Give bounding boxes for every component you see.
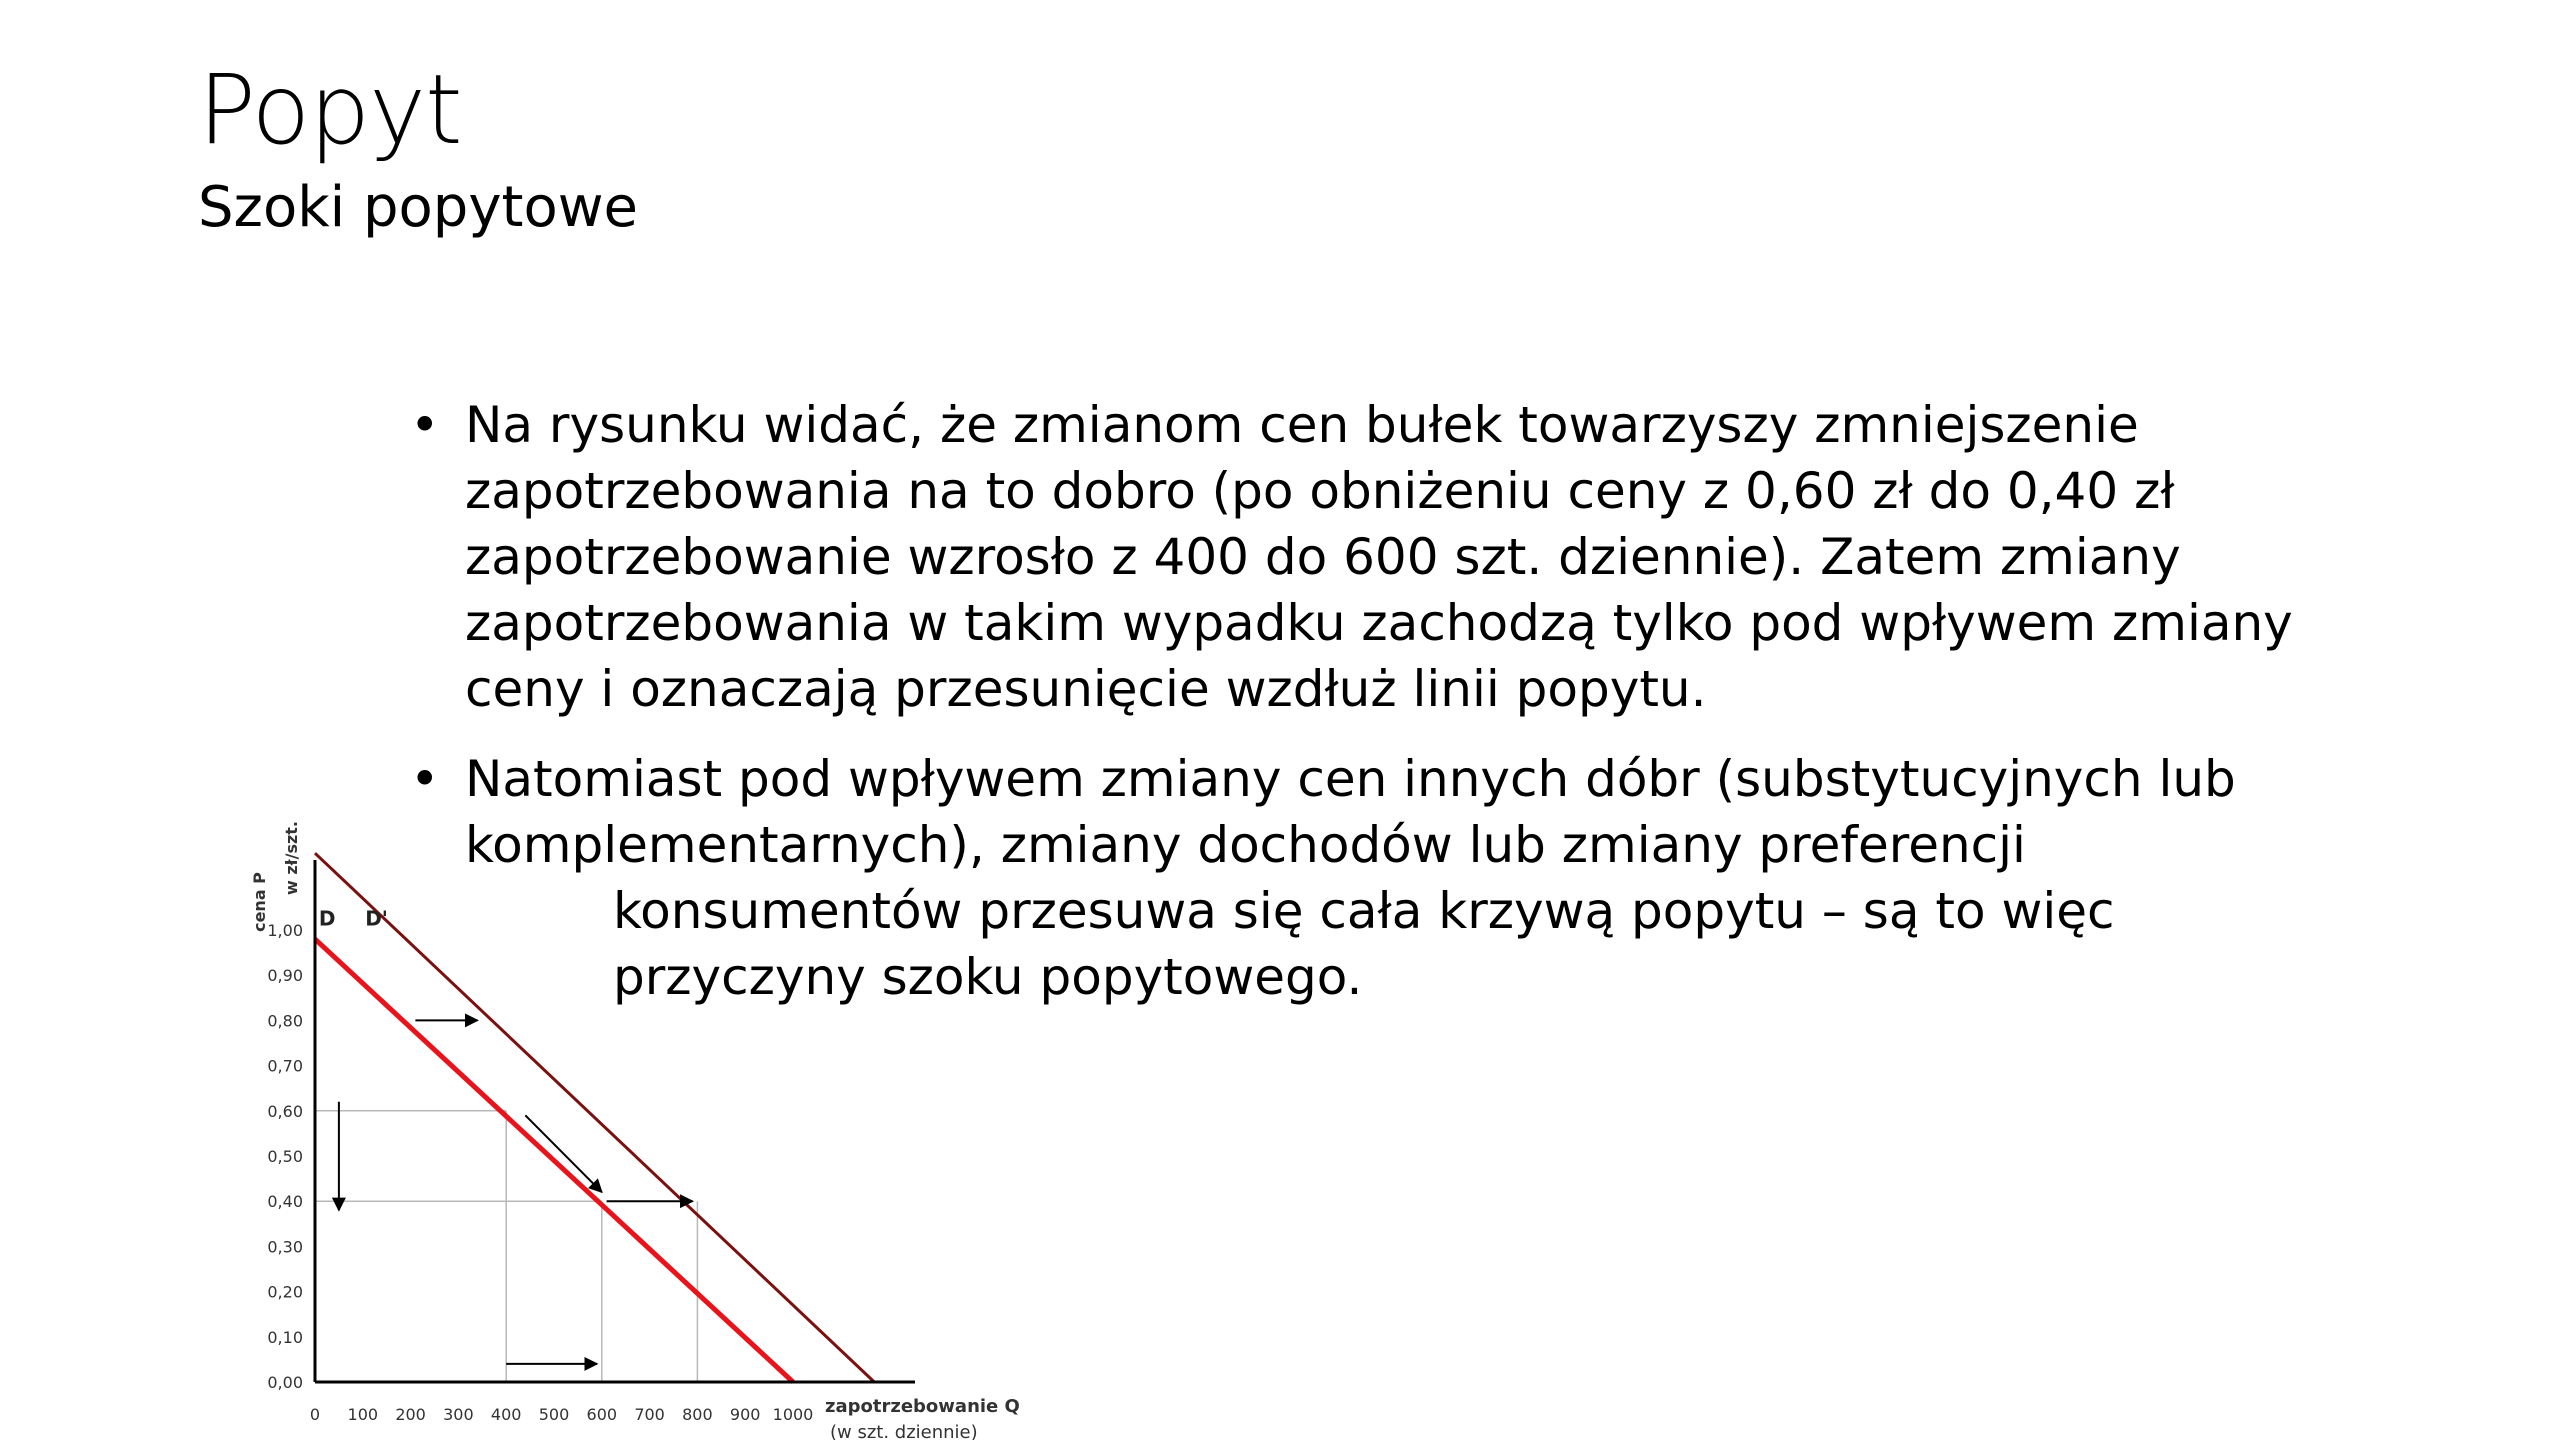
bullet-line: Na rysunku widać, że zmianom cen bułek towarzyszy zmniejszenie	[465, 396, 2139, 454]
y-tick-label: 0,90	[267, 966, 303, 986]
bullet-line: zapotrzebowania w takim wypadku zachodzą tylko pod wpływem zmiany	[465, 594, 2293, 652]
x-axis-label: zapotrzebowanie Q	[825, 1396, 1020, 1417]
demand-shift-chart	[235, 800, 1055, 1440]
y-tick-label: 0,10	[267, 1327, 303, 1347]
x-tick-label: 1000	[772, 1405, 814, 1424]
demand-curve-d	[315, 939, 793, 1382]
bullet-line: komplementarnych), zmiany dochodów lub zmiany preferencji	[465, 816, 2026, 874]
slide-title: Popyt	[198, 54, 462, 166]
y-tick-label: 0,00	[267, 1373, 303, 1392]
x-tick-label: 800	[682, 1405, 713, 1424]
bullet-line: zapotrzebowanie wzrosło z 400 do 600 szt. dziennie). Zatem zmiany	[465, 528, 2181, 586]
y-tick-label: 0,20	[267, 1282, 303, 1302]
demand-curve-d-prime	[315, 853, 874, 1382]
chart-x-ticks	[310, 1405, 813, 1424]
x-tick-label: 600	[586, 1405, 618, 1424]
x-tick-label: 0	[309, 1405, 321, 1424]
bullet-line: zapotrzebowania na to dobro (po obniżeniu ceny z 0,60 zł do 0,40 zł	[465, 462, 2175, 520]
y-tick-label: 0,80	[267, 1011, 303, 1031]
x-tick-label: 100	[347, 1405, 379, 1424]
chart-series	[315, 853, 874, 1382]
shift-arrow	[525, 1115, 601, 1192]
y-axis-label: cena P	[250, 872, 269, 932]
bullet-line: ceny i oznaczają przesunięcie wzdłuż linii popytu.	[465, 660, 1707, 718]
x-axis-unit-label: (w szt. dziennie)	[830, 1422, 978, 1440]
chart-guide-lines	[315, 1111, 697, 1382]
y-tick-label: 0,30	[267, 1237, 303, 1257]
y-tick-label: 0,50	[267, 1147, 303, 1166]
x-tick-label: 200	[395, 1405, 426, 1424]
curve-label: D	[318, 906, 336, 931]
y-tick-label: 0,40	[267, 1192, 303, 1212]
bullet-line-indented: przyczyny szoku popytowego.	[613, 948, 1363, 1006]
bullet-line: Natomiast pod wpływem zmiany cen innych dóbr (substytucyjnych lub	[465, 750, 2236, 808]
x-tick-label: 700	[634, 1405, 665, 1424]
x-tick-label: 300	[443, 1405, 474, 1424]
y-axis-unit-label: w zł/szt.	[282, 820, 301, 896]
y-tick-label: 0,70	[267, 1056, 303, 1076]
chart-arrows	[339, 1020, 693, 1364]
y-tick-label: 0,60	[267, 1101, 303, 1121]
x-tick-label: 500	[538, 1405, 570, 1424]
curve-label: D'	[365, 906, 388, 931]
slide-subtitle: Szoki popytowe	[198, 175, 638, 240]
bullet-item-1	[410, 392, 2310, 722]
bullet-line-indented: konsumentów przesuwa się cała krzywą popytu – są to więc	[613, 882, 2115, 940]
y-tick-label: 1,00	[267, 921, 303, 940]
chart-y-ticks	[267, 921, 303, 1392]
x-tick-label: 900	[729, 1405, 761, 1424]
x-tick-label: 400	[490, 1405, 522, 1424]
